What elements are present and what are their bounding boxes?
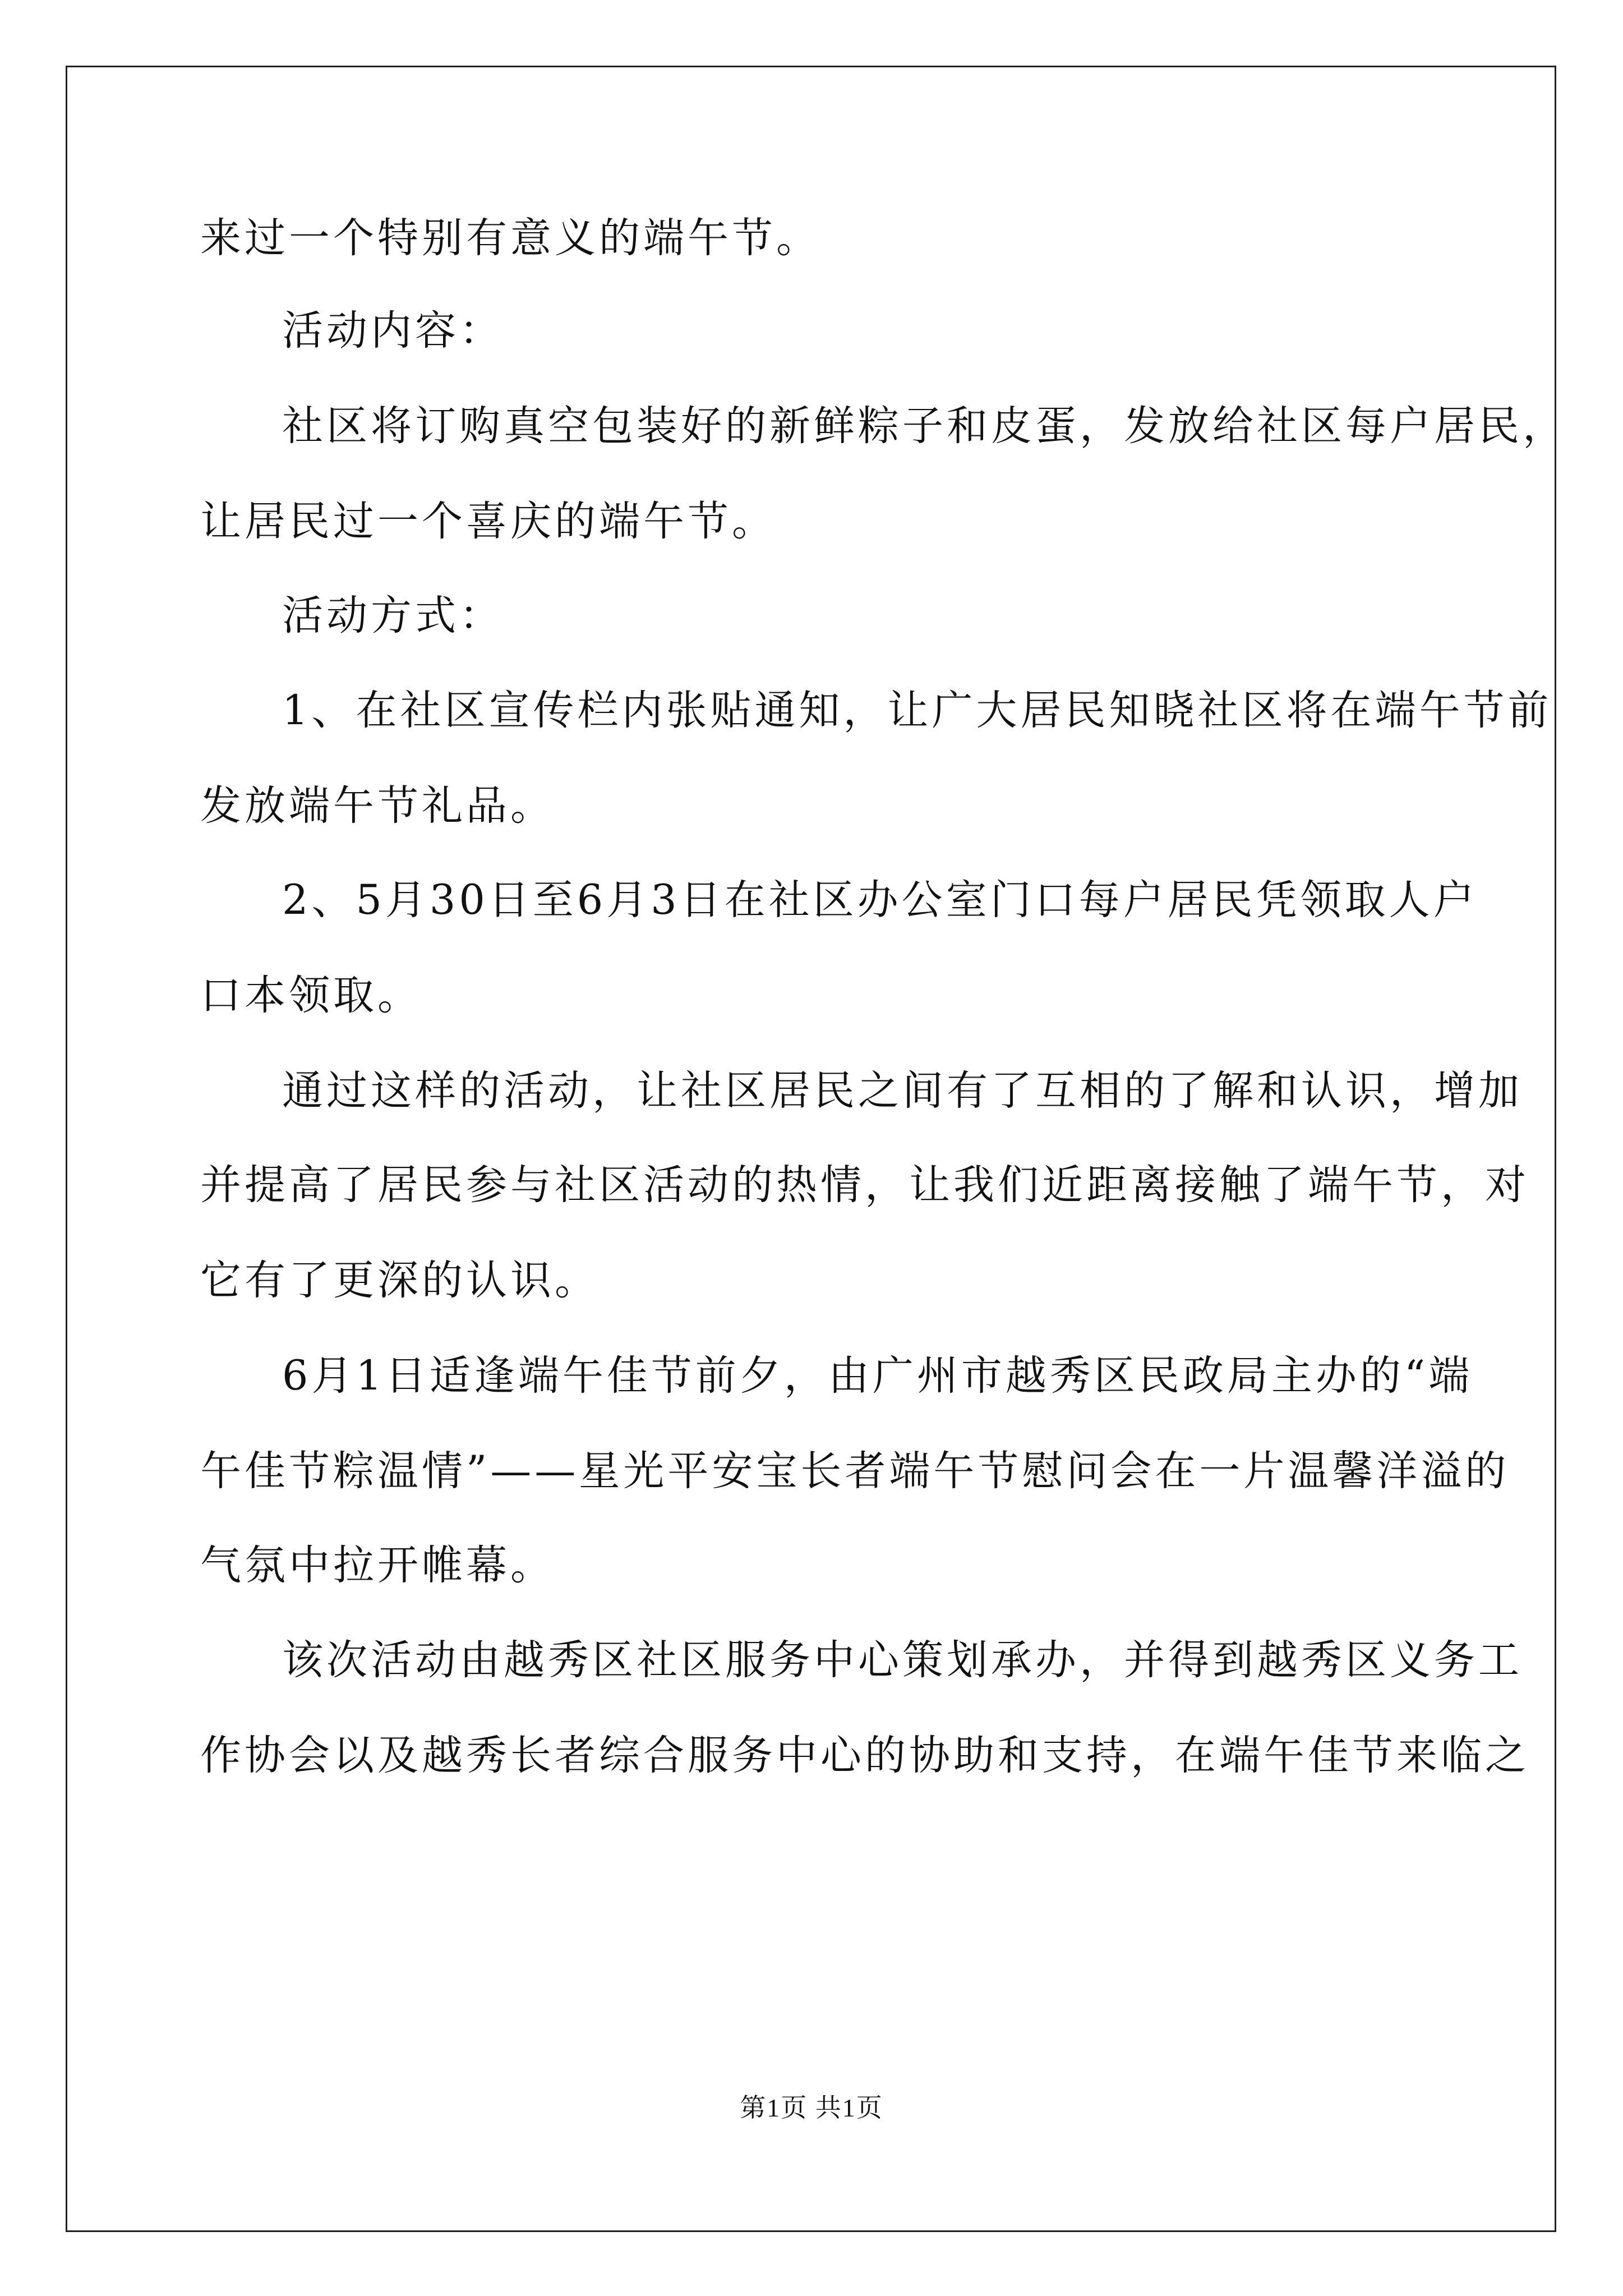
text-line: 气氛中拉开帷幕。	[200, 1542, 555, 1589]
text-line: 并提高了居民参与社区活动的热情，让我们近距离接触了端午节，对	[200, 1161, 1529, 1209]
text-line: 午佳节粽温情”——星光平安宝长者端午节慰问会在一片温馨洋溢的	[200, 1447, 1510, 1495]
text-line: 该次活动由越秀区社区服务中心策划承办，并得到越秀区义务工	[282, 1636, 1523, 1684]
text-line: 2、5月30日至6月3日在社区办公室门口每户居民凭领取人户	[282, 876, 1478, 924]
text-line: 作协会以及越秀长者综合服务中心的协助和支持，在端午佳节来临之	[200, 1732, 1529, 1779]
text-line: 让居民过一个喜庆的端午节。	[200, 498, 776, 545]
text-line: 活动方式：	[282, 592, 504, 639]
text-line: 活动内容：	[282, 307, 504, 355]
text-line: 它有了更深的认识。	[200, 1257, 599, 1304]
text-line: 口本领取。	[200, 972, 422, 1019]
text-line: 社区将订购真空包装好的新鲜粽子和皮蛋，发放给社区每户居民，	[282, 402, 1567, 450]
text-line: 来过一个特别有意义的端午节。	[200, 214, 820, 262]
page-number-footer: 第1页 共1页	[740, 2093, 883, 2122]
text-line: 发放端午节礼品。	[200, 782, 555, 830]
page-border	[66, 66, 1556, 2232]
text-line: 6月1日适逢端午佳节前夕，由广州市越秀区民政局主办的“端	[282, 1352, 1473, 1400]
text-line: 通过这样的活动，让社区居民之间有了互相的了解和认识，增加	[282, 1067, 1523, 1115]
text-line: 1、在社区宣传栏内张贴通知，让广大居民知晓社区将在端午节前	[282, 687, 1552, 734]
